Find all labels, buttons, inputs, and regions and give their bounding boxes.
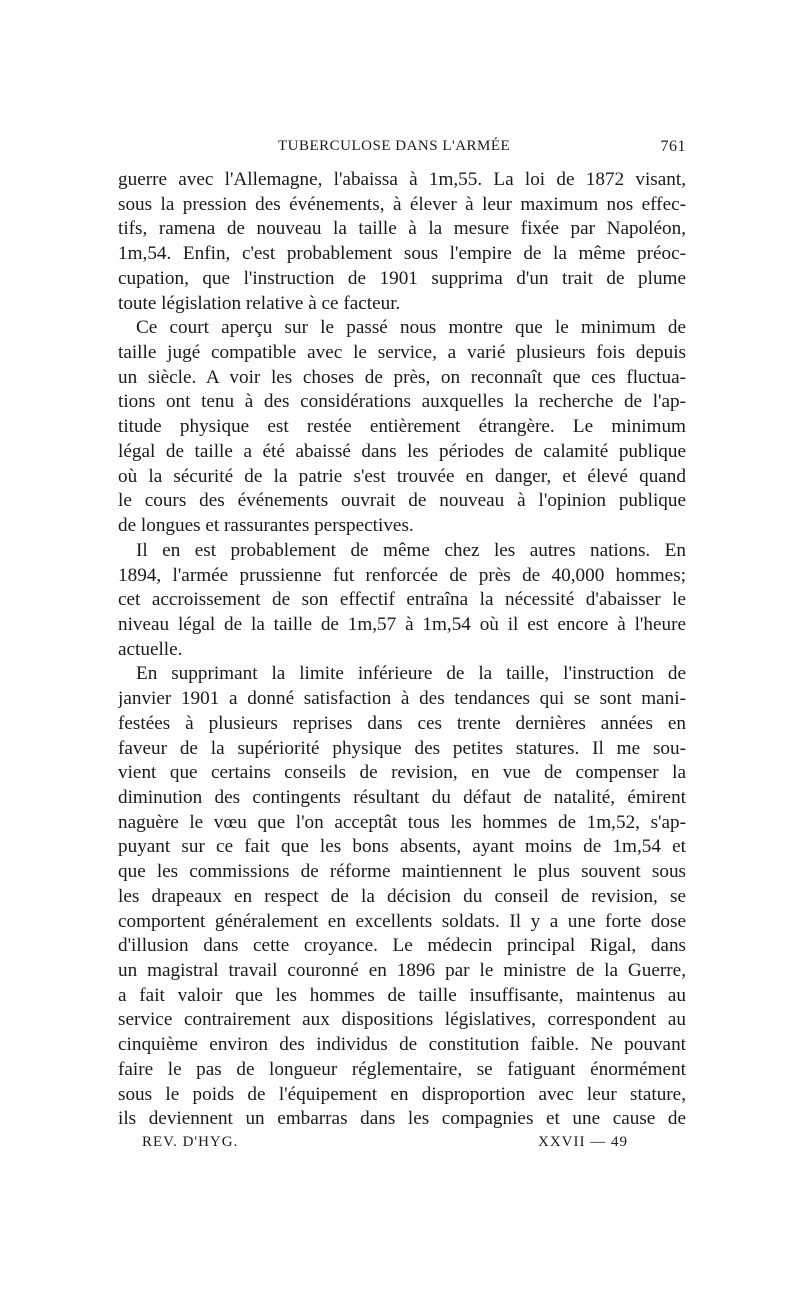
signature-mark: XXVII — 49	[538, 1134, 628, 1150]
text-line: sous la pression des événements, à élever à leur maximum nos effec-	[118, 193, 686, 215]
text-line: vient que certains conseils de revision, en vue de compenser la	[118, 762, 686, 784]
text-line: diminution des contingents résultant du défaut de natalité, émirent	[118, 786, 686, 808]
text-line: ils deviennent un embarras dans les compagnies et une cause de	[118, 1108, 686, 1130]
text-line: 1894, l'armée prussienne fut renforcée de près de 40,000 hommes;	[118, 564, 686, 586]
text-line: toute législation relative à ce facteur.	[118, 292, 401, 314]
text-line: d'illusion dans cette croyance. Le médecin principal Rigal, dans	[118, 935, 686, 957]
text-line: que les commissions de réforme maintiennent le plus souvent sous	[118, 861, 686, 883]
text-line: guerre avec l'Allemagne, l'abaissa à 1m,55. La loi de 1872 visant,	[118, 169, 686, 190]
text-line: comportent généralement en excellents soldats. Il y a une forte dose	[118, 910, 686, 932]
text-line: service contrairement aux dispositions législatives, correspondent au	[118, 1009, 686, 1031]
text-line: le cours des événements ouvrait de nouveau à l'opinion publique	[118, 490, 686, 512]
text-line: les drapeaux en respect de la décision du conseil de revision, se	[118, 885, 686, 907]
page-number: 761	[660, 138, 686, 155]
text-line: tifs, ramena de nouveau la taille à la mesure fixée par Napoléon,	[118, 218, 686, 240]
text-line: un magistral travail couronné en 1896 par le ministre de la Guerre,	[118, 960, 686, 981]
text-line: festées à plusieurs reprises dans ces trente dernières années en	[118, 712, 686, 734]
text-line: Ce court aperçu sur le passé nous montre que le minimum de	[136, 317, 686, 339]
text-line: a fait valoir que les hommes de taille insuffisante, maintenus au	[118, 984, 686, 1006]
text-line: de longues et rassurantes perspectives.	[118, 515, 414, 537]
body-text	[118, 168, 686, 1132]
text-line: titude physique est restée entièrement étrangère. Le minimum	[118, 416, 686, 438]
text-line: légal de taille a été abaissé dans les périodes de calamité publique	[118, 440, 686, 462]
text-line: où la sécurité de la patrie s'est trouvée en danger, et élevé quand	[118, 465, 686, 487]
text-line: taille jugé compatible avec le service, a varié plusieurs fois depuis	[118, 342, 686, 364]
text-line: faire le pas de longueur réglementaire, se fatiguant énormément	[118, 1058, 686, 1080]
text-line: tions ont tenu à des considérations auxquelles la recherche de l'ap-	[118, 391, 686, 413]
page-footer	[118, 1134, 686, 1162]
text-line: cet accroissement de son effectif entraîna la nécessité d'abaisser le	[118, 589, 686, 611]
text-line: 1m,54. Enfin, c'est probablement sous l'empire de la même préoc-	[118, 243, 686, 265]
text-line: puyant sur ce fait que les bons absents, ayant moins de 1m,54 et	[118, 836, 686, 858]
text-line: naguère le vœu que l'on acceptât tous les hommes de 1m,52, s'ap-	[118, 811, 686, 833]
text-line: cinquième environ des individus de constitution faible. Ne pouvant	[118, 1034, 686, 1056]
text-line: sous le poids de l'équipement en disproportion avec leur stature,	[118, 1083, 686, 1105]
text-line: un siècle. A voir les choses de près, on reconnaît que ces fluctua-	[118, 366, 686, 388]
text-line: faveur de la supériorité physique des petites statures. Il me sou-	[118, 737, 686, 759]
text-line: En supprimant la limite inférieure de la taille, l'instruction de	[136, 663, 686, 685]
running-title: TUBERCULOSE DANS L'ARMÉE	[278, 138, 511, 154]
text-line: niveau légal de la taille de 1m,57 à 1m,54 où il est encore à l'heure	[118, 613, 686, 635]
text-line: janvier 1901 a donné satisfaction à des tendances qui se sont mani-	[118, 688, 686, 710]
running-head	[118, 138, 686, 164]
journal-abbreviation: REV. D'HYG.	[142, 1134, 239, 1150]
text-line: actuelle.	[118, 638, 183, 660]
text-line: Il en est probablement de même chez les autres nations. En	[136, 539, 686, 561]
text-line: cupation, que l'instruction de 1901 supprima d'un trait de plume	[118, 267, 686, 289]
